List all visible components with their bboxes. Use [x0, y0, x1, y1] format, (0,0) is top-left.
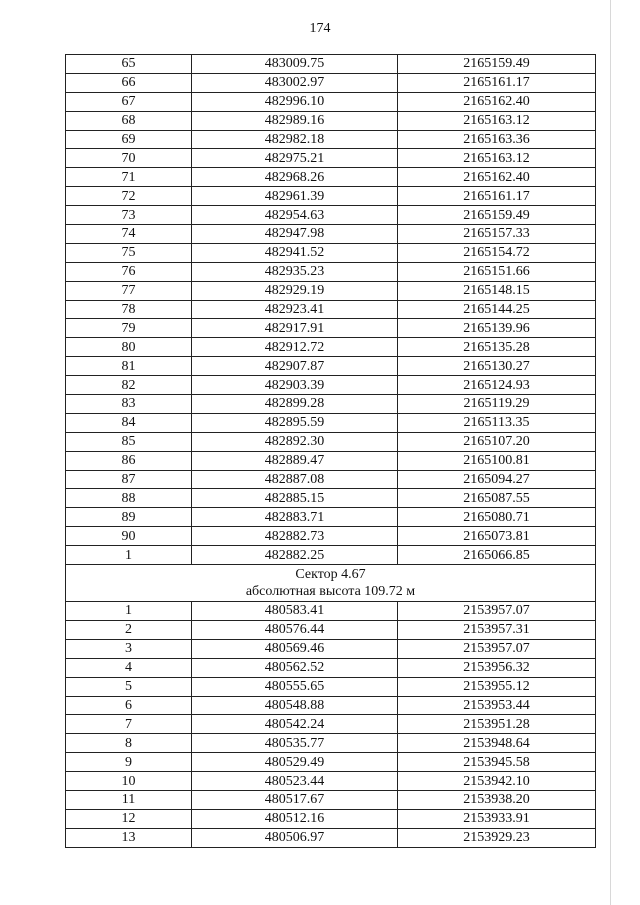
- y-coordinate-cell: 2153942.10: [398, 772, 596, 791]
- point-number-cell: 68: [66, 111, 192, 130]
- table-row: [66, 319, 596, 338]
- x-coordinate-cell: 480512.16: [192, 809, 398, 828]
- y-coordinate-cell: 2165157.33: [398, 225, 596, 244]
- point-number-cell: 67: [66, 92, 192, 111]
- table-row: [66, 187, 596, 206]
- y-coordinate-cell: 2165144.25: [398, 300, 596, 319]
- section-subtitle: абсолютная высота 109.72 м: [245, 584, 416, 600]
- table-row: [66, 376, 596, 395]
- y-coordinate-cell: 2165161.17: [398, 187, 596, 206]
- x-coordinate-cell: 482961.39: [192, 187, 398, 206]
- x-coordinate-cell: 482895.59: [192, 413, 398, 432]
- table-row: [66, 470, 596, 489]
- table-row: [66, 357, 596, 376]
- y-coordinate-cell: 2165163.36: [398, 130, 596, 149]
- x-coordinate-cell: 482912.72: [192, 338, 398, 357]
- point-number-cell: 80: [66, 338, 192, 357]
- y-coordinate-cell: 2165080.71: [398, 508, 596, 527]
- x-coordinate-cell: 482917.91: [192, 319, 398, 338]
- point-number-cell: 72: [66, 187, 192, 206]
- x-coordinate-cell: 482889.47: [192, 451, 398, 470]
- section-header-row: [66, 565, 596, 602]
- point-number-cell: 86: [66, 451, 192, 470]
- x-coordinate-cell: 482968.26: [192, 168, 398, 187]
- point-number-cell: 10: [66, 772, 192, 791]
- x-coordinate-cell: 480523.44: [192, 772, 398, 791]
- scan-edge-line: [610, 0, 611, 905]
- page-number: 174: [309, 21, 331, 36]
- x-coordinate-cell: 482982.18: [192, 130, 398, 149]
- table-row: [66, 168, 596, 187]
- point-number-cell: 4: [66, 658, 192, 677]
- point-number-cell: 13: [66, 828, 192, 847]
- y-coordinate-cell: 2165135.28: [398, 338, 596, 357]
- x-coordinate-cell: 482885.15: [192, 489, 398, 508]
- table-row: [66, 432, 596, 451]
- point-number-cell: 87: [66, 470, 192, 489]
- x-coordinate-cell: 480576.44: [192, 620, 398, 639]
- x-coordinate-cell: 480562.52: [192, 658, 398, 677]
- y-coordinate-cell: 2153933.91: [398, 809, 596, 828]
- x-coordinate-cell: 482947.98: [192, 225, 398, 244]
- point-number-cell: 85: [66, 432, 192, 451]
- x-coordinate-cell: 482935.23: [192, 262, 398, 281]
- y-coordinate-cell: 2153929.23: [398, 828, 596, 847]
- point-number-cell: 71: [66, 168, 192, 187]
- point-number-cell: 3: [66, 639, 192, 658]
- table-row: [66, 620, 596, 639]
- y-coordinate-cell: 2165162.40: [398, 168, 596, 187]
- y-coordinate-cell: 2165139.96: [398, 319, 596, 338]
- x-coordinate-cell: 483009.75: [192, 55, 398, 74]
- y-coordinate-cell: 2165087.55: [398, 489, 596, 508]
- y-coordinate-cell: 2165073.81: [398, 527, 596, 546]
- x-coordinate-cell: 480583.41: [192, 602, 398, 621]
- x-coordinate-cell: 482907.87: [192, 357, 398, 376]
- x-coordinate-cell: 482882.25: [192, 546, 398, 565]
- x-coordinate-cell: 482975.21: [192, 149, 398, 168]
- y-coordinate-cell: 2153957.07: [398, 602, 596, 621]
- y-coordinate-cell: 2165130.27: [398, 357, 596, 376]
- table-row: [66, 111, 596, 130]
- coordinates-table-body: [66, 55, 596, 848]
- table-row: [66, 73, 596, 92]
- point-number-cell: 7: [66, 715, 192, 734]
- table-row: [66, 527, 596, 546]
- y-coordinate-cell: 2153955.12: [398, 677, 596, 696]
- table-row: [66, 55, 596, 74]
- point-number-cell: 70: [66, 149, 192, 168]
- table-row: [66, 639, 596, 658]
- table-row: [66, 715, 596, 734]
- table-row: [66, 809, 596, 828]
- point-number-cell: 88: [66, 489, 192, 508]
- y-coordinate-cell: 2165100.81: [398, 451, 596, 470]
- point-number-cell: 8: [66, 734, 192, 753]
- y-coordinate-cell: 2153945.58: [398, 753, 596, 772]
- x-coordinate-cell: 482941.52: [192, 243, 398, 262]
- x-coordinate-cell: 482899.28: [192, 395, 398, 414]
- table-row: [66, 300, 596, 319]
- x-coordinate-cell: 480569.46: [192, 639, 398, 658]
- y-coordinate-cell: 2153957.07: [398, 639, 596, 658]
- y-coordinate-cell: 2165162.40: [398, 92, 596, 111]
- table-row: [66, 243, 596, 262]
- x-coordinate-cell: 480506.97: [192, 828, 398, 847]
- x-coordinate-cell: 482929.19: [192, 281, 398, 300]
- table-row: [66, 734, 596, 753]
- point-number-cell: 77: [66, 281, 192, 300]
- section-title: Сектор 4.67: [295, 567, 366, 583]
- point-number-cell: 74: [66, 225, 192, 244]
- y-coordinate-cell: 2165094.27: [398, 470, 596, 489]
- y-coordinate-cell: 2165159.49: [398, 55, 596, 74]
- table-row: [66, 130, 596, 149]
- y-coordinate-cell: 2165151.66: [398, 262, 596, 281]
- point-number-cell: 9: [66, 753, 192, 772]
- point-number-cell: 79: [66, 319, 192, 338]
- section-header-cell: [66, 565, 596, 602]
- x-coordinate-cell: 480542.24: [192, 715, 398, 734]
- table-row: [66, 225, 596, 244]
- x-coordinate-cell: 482923.41: [192, 300, 398, 319]
- y-coordinate-cell: 2165124.93: [398, 376, 596, 395]
- point-number-cell: 5: [66, 677, 192, 696]
- y-coordinate-cell: 2165163.12: [398, 149, 596, 168]
- x-coordinate-cell: 480517.67: [192, 790, 398, 809]
- point-number-cell: 73: [66, 206, 192, 225]
- point-number-cell: 2: [66, 620, 192, 639]
- table-row: [66, 753, 596, 772]
- y-coordinate-cell: 2153951.28: [398, 715, 596, 734]
- point-number-cell: 11: [66, 790, 192, 809]
- y-coordinate-cell: 2165113.35: [398, 413, 596, 432]
- table-row: [66, 395, 596, 414]
- point-number-cell: 1: [66, 602, 192, 621]
- point-number-cell: 82: [66, 376, 192, 395]
- table-row: [66, 281, 596, 300]
- table-row: [66, 790, 596, 809]
- table-row: [66, 92, 596, 111]
- y-coordinate-cell: 2153956.32: [398, 658, 596, 677]
- point-number-cell: 81: [66, 357, 192, 376]
- y-coordinate-cell: 2165066.85: [398, 546, 596, 565]
- y-coordinate-cell: 2153948.64: [398, 734, 596, 753]
- point-number-cell: 89: [66, 508, 192, 527]
- y-coordinate-cell: 2165159.49: [398, 206, 596, 225]
- point-number-cell: 76: [66, 262, 192, 281]
- table-row: [66, 658, 596, 677]
- point-number-cell: 1: [66, 546, 192, 565]
- x-coordinate-cell: 482996.10: [192, 92, 398, 111]
- point-number-cell: 69: [66, 130, 192, 149]
- y-coordinate-cell: 2165163.12: [398, 111, 596, 130]
- table-row: [66, 602, 596, 621]
- y-coordinate-cell: 2165119.29: [398, 395, 596, 414]
- table-row: [66, 413, 596, 432]
- table-row: [66, 451, 596, 470]
- table-row: [66, 149, 596, 168]
- y-coordinate-cell: 2153938.20: [398, 790, 596, 809]
- y-coordinate-cell: 2153953.44: [398, 696, 596, 715]
- point-number-cell: 12: [66, 809, 192, 828]
- point-number-cell: 84: [66, 413, 192, 432]
- y-coordinate-cell: 2165161.17: [398, 73, 596, 92]
- point-number-cell: 66: [66, 73, 192, 92]
- x-coordinate-cell: 482903.39: [192, 376, 398, 395]
- point-number-cell: 78: [66, 300, 192, 319]
- table-row: [66, 677, 596, 696]
- x-coordinate-cell: 482954.63: [192, 206, 398, 225]
- x-coordinate-cell: 482989.16: [192, 111, 398, 130]
- table-row: [66, 828, 596, 847]
- x-coordinate-cell: 480529.49: [192, 753, 398, 772]
- y-coordinate-cell: 2153957.31: [398, 620, 596, 639]
- x-coordinate-cell: 483002.97: [192, 73, 398, 92]
- y-coordinate-cell: 2165148.15: [398, 281, 596, 300]
- x-coordinate-cell: 482882.73: [192, 527, 398, 546]
- x-coordinate-cell: 480555.65: [192, 677, 398, 696]
- table-row: [66, 206, 596, 225]
- table-row: [66, 696, 596, 715]
- point-number-cell: 65: [66, 55, 192, 74]
- table-row: [66, 546, 596, 565]
- x-coordinate-cell: 482887.08: [192, 470, 398, 489]
- x-coordinate-cell: 480548.88: [192, 696, 398, 715]
- x-coordinate-cell: 480535.77: [192, 734, 398, 753]
- point-number-cell: 90: [66, 527, 192, 546]
- point-number-cell: 75: [66, 243, 192, 262]
- point-number-cell: 6: [66, 696, 192, 715]
- y-coordinate-cell: 2165154.72: [398, 243, 596, 262]
- coordinates-table: [65, 54, 596, 848]
- y-coordinate-cell: 2165107.20: [398, 432, 596, 451]
- table-row: [66, 508, 596, 527]
- x-coordinate-cell: 482883.71: [192, 508, 398, 527]
- table-row: [66, 338, 596, 357]
- x-coordinate-cell: 482892.30: [192, 432, 398, 451]
- point-number-cell: 83: [66, 395, 192, 414]
- table-row: [66, 489, 596, 508]
- table-row: [66, 262, 596, 281]
- table-row: [66, 772, 596, 791]
